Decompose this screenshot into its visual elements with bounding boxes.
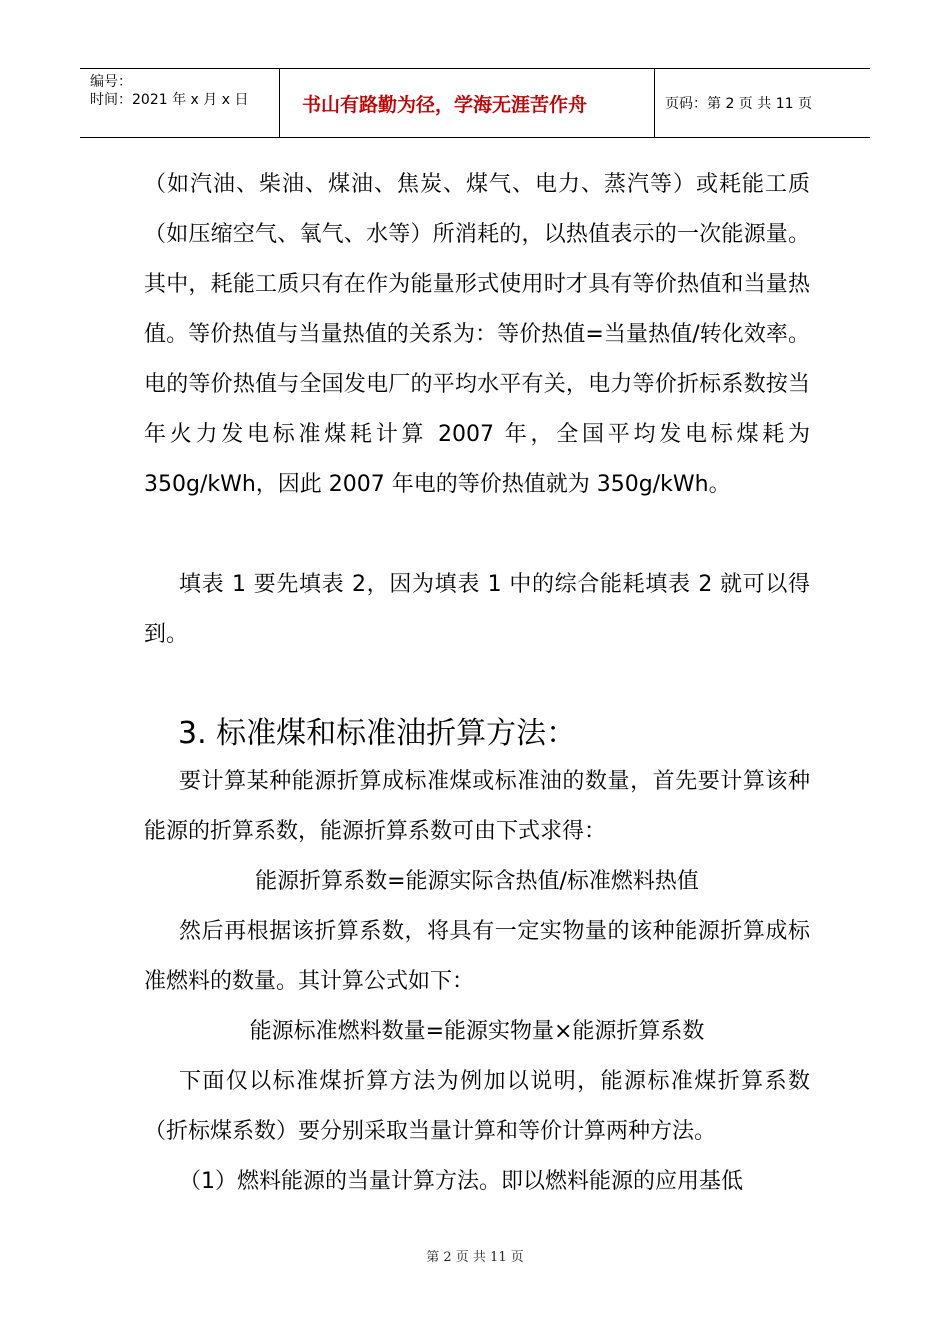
paragraph-6: （1）燃料能源的当量计算方法。即以燃料能源的应用基低 [179,1169,743,1194]
formula-1: 能源折算系数=能源实际含热值/标准燃料热值 [255,869,699,894]
header-meta [80,69,280,137]
time-label: 时间：2021 年 x 月 x 日 [90,92,249,108]
formula-2: 能源标准燃料数量=能源实物量×能源折算系数 [249,1019,705,1044]
section-heading: 3. 标准煤和标准油折算方法： [178,716,577,751]
header-page-label: 页码：第 2 页 共 11 页 [665,96,812,112]
number-label: 编号： [90,74,132,90]
page-footer: 第 2 页 共 11 页 [426,1250,524,1265]
paragraph-5: 下面仅以标准煤折算方法为例加以说明，能源标准煤折算系数（折标煤系数）要分别采取当量计算和等价计算两种方法。 [144,1069,810,1144]
paragraph-4: 然后再根据该折算系数，将具有一定实物量的该种能源折算成标准燃料的数量。其计算公式如下： [144,919,810,994]
paragraph-2: 填表 1 要先填表 2，因为填表 1 中的综合能耗填表 2 就可以得到。 [144,572,810,647]
paragraph-1: （如汽油、柴油、煤油、焦炭、煤气、电力、蒸汽等）或耗能工质（如压缩空气、氧气、水等）所消耗的，以热值表示的一次能源量。其中，耗能工质只有在作为能量形式使用时才具有等价热值和当量热值。等价热值与当量热值的关系为：等价热值=当量热值/转化效率。电的等价热值与全国发电厂的平均水平有关，电力等价折标系数按当年火力发电标准煤耗计算 2007 年，全国平均发电标煤耗为 350g/kWh，因此 2007 年电的等价热值就为 350g/kWh。 [144,172,810,497]
page-header [80,68,870,138]
header-motto: 书山有路勤为径，学海无涯苦作舟 [280,69,655,137]
paragraph-3: 要计算某种能源折算成标准煤或标准油的数量，首先要计算该种能源的折算系数，能源折算系数可由下式求得： [144,769,810,844]
